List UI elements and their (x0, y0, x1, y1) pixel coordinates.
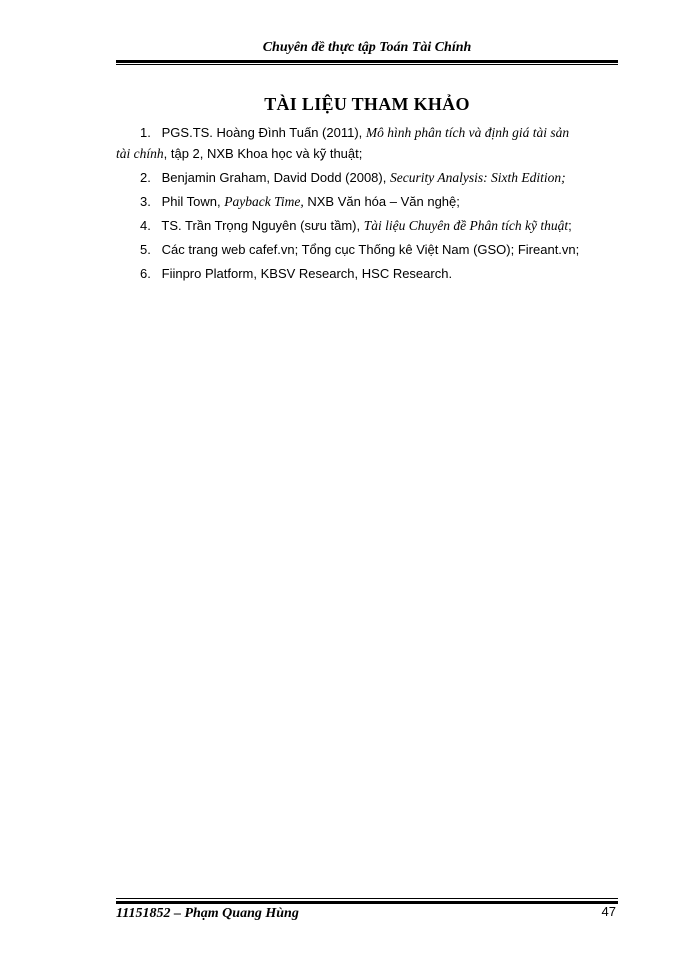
section-title: TÀI LIỆU THAM KHẢO (264, 94, 470, 114)
footer-rule-thin (116, 898, 618, 899)
reference-text: TS. Trần Trọng Nguyên (sưu tầm), (161, 218, 364, 233)
reference-item-6 (116, 263, 616, 284)
reference-item-5 (116, 239, 616, 260)
reference-text-after: NXB Văn hóa – Văn nghệ; (303, 194, 460, 209)
header-rule-thick (116, 60, 618, 63)
reference-title-continuation: tài chính (116, 146, 164, 161)
reference-item-1 (116, 122, 616, 164)
reference-title: Security Analysis: Sixth Edition; (389, 170, 566, 185)
reference-number: 5. (140, 242, 151, 257)
header-rule-thin (116, 64, 618, 65)
reference-number: 3. (140, 194, 151, 209)
reference-text: Fiinpro Platform, KBSV Research, HSC Research. (161, 266, 453, 281)
reference-number: 1. (140, 125, 151, 140)
reference-title: Mô hình phân tích và định giá tài sản (365, 125, 570, 140)
reference-text: Phil Town, (161, 194, 225, 209)
reference-title: Payback Time, (224, 194, 304, 209)
reference-list (116, 122, 616, 287)
reference-number: 2. (140, 170, 151, 185)
reference-item-4 (116, 215, 616, 236)
reference-item-2 (116, 167, 616, 188)
reference-text: Benjamin Graham, David Dodd (2008), (161, 170, 390, 185)
reference-text: Các trang web cafef.vn; Tổng cục Thống kê Việt Nam (GSO); Fireant.vn; (161, 242, 580, 257)
page-number: 47 (601, 904, 616, 919)
footer-author: 11151852 – Phạm Quang Hùng (116, 906, 299, 921)
reference-text: PGS.TS. Hoàng Đình Tuấn (2011), (161, 125, 366, 140)
reference-text-after: ; (568, 218, 572, 233)
reference-number: 4. (140, 218, 151, 233)
running-header-title: Chuyên đề thực tập Toán Tài Chính (262, 40, 472, 55)
footer-rule-thick (116, 901, 618, 904)
reference-item-3 (116, 191, 616, 212)
reference-number: 6. (140, 266, 151, 281)
reference-text-after: , tập 2, NXB Khoa học và kỹ thuật; (163, 146, 363, 161)
reference-title: Tài liệu Chuyên đề Phân tích kỹ thuật (363, 218, 569, 233)
